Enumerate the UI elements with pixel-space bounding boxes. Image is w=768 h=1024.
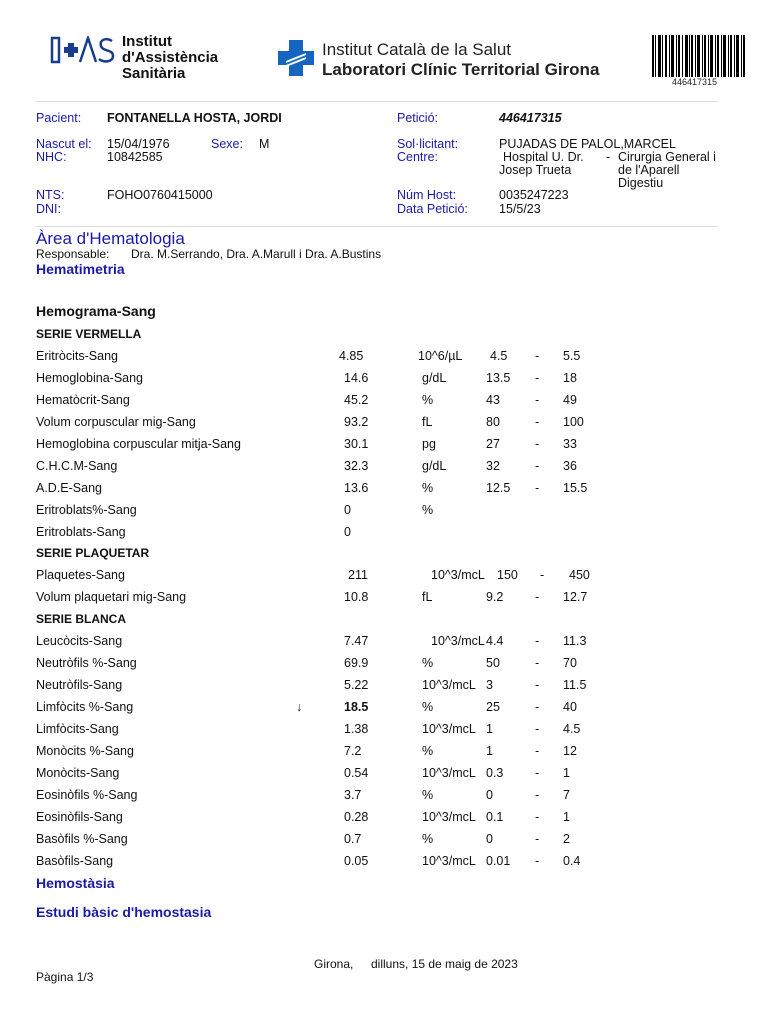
footer-date: dilluns, 15 de maig de 2023 (371, 957, 518, 971)
result-range-dash: - (535, 349, 540, 363)
divider (36, 101, 718, 102)
section-serie-vermella: SERIE VERMELLA (36, 327, 142, 341)
responsable-label: Responsable: (36, 247, 110, 261)
result-range-low: 25 (486, 700, 500, 714)
subarea-title: Hematimetria (36, 261, 125, 277)
result-name: Volum plaquetari mig-Sang (36, 590, 187, 604)
result-name: Eritroblats%-Sang (36, 503, 137, 517)
result-unit: % (422, 700, 434, 714)
result-unit: pg (422, 437, 436, 451)
result-name: Neutròfils %-Sang (36, 656, 137, 670)
result-range-high: 33 (563, 437, 577, 451)
barcode-icon (652, 35, 746, 77)
peticio-value: 446417315 (499, 111, 562, 125)
result-range-dash: - (535, 481, 540, 495)
result-range-low: 27 (486, 437, 500, 451)
result-name: Eosinòfils %-Sang (36, 788, 138, 802)
footer-city: Girona, (314, 957, 354, 971)
result-name: Hemoglobina-Sang (36, 371, 144, 385)
result-range-high: 2 (563, 832, 570, 846)
result-range-low: 1 (486, 722, 493, 736)
nts-label: NTS: (36, 188, 65, 202)
result-value: 69.9 (344, 656, 369, 670)
result-range-high: 49 (563, 393, 577, 407)
result-range-high: 100 (563, 415, 584, 429)
datapeticio-label: Data Petició: (397, 202, 468, 216)
barcode-number: 446417315 (672, 77, 718, 87)
result-range-low: 0 (486, 788, 493, 802)
result-range-dash: - (535, 656, 540, 670)
result-range-low: 1 (486, 744, 493, 758)
result-range-high: 12 (563, 744, 577, 758)
datapeticio-value: 15/5/23 (499, 202, 541, 216)
result-value: 18.5 (344, 700, 369, 714)
nascut-value: 15/04/1976 (107, 137, 170, 151)
sollicitant-value: PUJADAS DE PALOL,MARCEL (499, 137, 676, 151)
result-range-dash: - (535, 854, 540, 868)
result-unit: % (422, 393, 434, 407)
result-value: 7.2 (344, 744, 362, 758)
result-range-high: 450 (569, 568, 590, 582)
result-unit: % (422, 503, 434, 517)
result-name: Eritroblats-Sang (36, 525, 126, 539)
section-serie-plaquetar: SERIE PLAQUETAR (36, 546, 150, 560)
result-range-low: 3 (486, 678, 493, 692)
peticio-label: Petició: (397, 111, 438, 125)
lab-name: Laboratori Clínic Territorial Girona (322, 60, 600, 79)
result-range-high: 12.7 (563, 590, 588, 604)
result-name: Plaquetes-Sang (36, 568, 125, 582)
responsable-value: Dra. M.Serrando, Dra. A.Marull i Dra. A.Bustins (131, 247, 382, 261)
result-value: 211 (348, 568, 368, 582)
section-serie-blanca: SERIE BLANCA (36, 612, 127, 626)
centre-hospital-line-1: Hospital U. Dr. (503, 150, 584, 164)
result-value: 0 (344, 503, 351, 517)
result-range-low: 43 (486, 393, 500, 407)
sollicitant-label: Sol·licitant: (397, 137, 459, 151)
result-value: 0.28 (344, 810, 369, 824)
result-name: Limfòcits %-Sang (36, 700, 134, 714)
result-unit: g/dL (422, 371, 447, 385)
result-unit: 10^6/µL (418, 349, 463, 363)
dni-label: DNI: (36, 202, 61, 216)
result-unit: 10^3/mcL (422, 810, 476, 824)
result-name: Eosinòfils-Sang (36, 810, 123, 824)
result-range-high: 1 (563, 810, 570, 824)
result-range-dash: - (535, 437, 540, 451)
centre-service-line-2: de l'Aparell (618, 163, 680, 177)
ics-name: Institut Català de la Salut (322, 40, 512, 59)
result-range-low: 0.1 (486, 810, 504, 824)
result-value: 5.22 (344, 678, 369, 692)
result-unit: % (422, 656, 434, 670)
result-range-dash: - (535, 678, 540, 692)
numhost-value: 0035247223 (499, 188, 569, 202)
result-value: 0.7 (344, 832, 362, 846)
result-range-low: 12.5 (486, 481, 511, 495)
result-value: 0 (344, 525, 351, 539)
result-unit: fL (422, 415, 433, 429)
result-unit: 10^3/mcL (422, 722, 476, 736)
result-name: Basòfils-Sang (36, 854, 114, 868)
centre-service-line-3: Digestiu (618, 176, 664, 190)
result-range-low: 4.5 (490, 349, 508, 363)
result-range-low: 80 (486, 415, 500, 429)
result-name: Eritròcits-Sang (36, 349, 118, 363)
health-cross-icon (276, 38, 316, 78)
nhc-value: 10842585 (107, 150, 163, 164)
result-value: 0.54 (344, 766, 369, 780)
result-range-dash: - (540, 568, 545, 582)
result-range-high: 11.3 (563, 634, 587, 648)
result-name: Basòfils %-Sang (36, 832, 128, 846)
ias-name (122, 34, 218, 82)
sexe-label: Sexe: (211, 137, 243, 151)
result-value: 32.3 (344, 459, 369, 473)
result-name: Monòcits %-Sang (36, 744, 134, 758)
centre-dash: - (606, 150, 611, 164)
pacient-value: FONTANELLA HOSTA, JORDI (107, 111, 282, 125)
result-unit: 10^3/mcL (422, 766, 476, 780)
nts-value: FOHO0760415000 (107, 188, 213, 202)
result-unit: g/dL (422, 459, 447, 473)
divider (36, 226, 718, 227)
nhc-label: NHC: (36, 150, 67, 164)
result-range-low: 0.01 (486, 854, 511, 868)
result-range-dash: - (535, 744, 540, 758)
result-value: 45.2 (344, 393, 369, 407)
result-value: 93.2 (344, 415, 369, 429)
ias-name-line-2: d'Assistència (122, 49, 219, 66)
centre-hospital-line-2: Josep Trueta (499, 163, 572, 177)
result-range-high: 18 (563, 371, 577, 385)
result-range-low: 0.3 (486, 766, 504, 780)
result-range-low: 0 (486, 832, 493, 846)
result-name: C.H.C.M-Sang (36, 459, 118, 473)
result-range-dash: - (535, 832, 540, 846)
result-range-low: 4.4 (486, 634, 504, 648)
page-number: Pàgina 1/3 (36, 970, 94, 984)
result-name: A.D.E-Sang (36, 481, 103, 495)
result-value: 0.05 (344, 854, 369, 868)
result-range-dash: - (535, 371, 540, 385)
sexe-value: M (259, 137, 270, 151)
result-range-high: 40 (563, 700, 577, 714)
result-range-dash: - (535, 590, 540, 604)
result-range-dash: - (535, 700, 540, 714)
result-unit: 10^3/mcL (422, 678, 476, 692)
result-value: 10.8 (344, 590, 369, 604)
result-range-low: 13.5 (486, 371, 511, 385)
result-value: 1.38 (344, 722, 369, 736)
result-range-high: 5.5 (563, 349, 581, 363)
ias-logo-mark-icon (50, 36, 116, 64)
centre-label: Centre: (397, 150, 438, 164)
result-range-high: 70 (563, 656, 577, 670)
result-range-dash: - (535, 415, 540, 429)
result-name: Volum corpuscular mig-Sang (36, 415, 196, 429)
result-range-high: 7 (563, 788, 570, 802)
result-unit: 10^3/mcL (422, 854, 476, 868)
result-value: 3.7 (344, 788, 362, 802)
result-range-low: 150 (497, 568, 518, 582)
result-range-dash: - (535, 634, 540, 648)
result-name: Limfòcits-Sang (36, 722, 119, 736)
result-unit: 10^3/mcL (431, 634, 485, 648)
ias-name-line-1: Institut (122, 33, 172, 50)
result-range-low: 32 (486, 459, 500, 473)
result-range-dash: - (535, 393, 540, 407)
centre-service-line-1: Cirurgia General i (618, 150, 716, 164)
result-value: 4.85 (339, 349, 364, 363)
result-range-low: 50 (486, 656, 500, 670)
result-name: Hematòcrit-Sang (36, 393, 130, 407)
result-name: Hemoglobina corpuscular mitja-Sang (36, 437, 241, 451)
numhost-label: Núm Host: (397, 188, 457, 202)
result-range-dash: - (535, 788, 540, 802)
area-title: Àrea d'Hematologia (36, 229, 185, 248)
result-value: 30.1 (344, 437, 369, 451)
nascut-label: Nascut el: (36, 137, 92, 151)
result-value: 7.47 (344, 634, 369, 648)
result-range-low: 9.2 (486, 590, 504, 604)
result-range-dash: - (535, 810, 540, 824)
result-unit: fL (422, 590, 433, 604)
pacient-label: Pacient: (36, 111, 82, 125)
result-value: 14.6 (344, 371, 369, 385)
result-name: Neutròfils-Sang (36, 678, 123, 692)
result-range-high: 36 (563, 459, 577, 473)
result-range-high: 1 (563, 766, 570, 780)
result-unit: 10^3/mcL (431, 568, 485, 582)
ias-name-line-3: Sanitària (122, 65, 186, 82)
result-range-dash: - (535, 459, 540, 473)
result-range-high: 11.5 (563, 678, 587, 692)
result-name: Monòcits-Sang (36, 766, 120, 780)
result-range-high: 0.4 (563, 854, 581, 868)
result-range-high: 15.5 (563, 481, 588, 495)
hemostasia-subtitle: Estudi bàsic d'hemostasia (36, 904, 212, 920)
hemostasia-title: Hemostàsia (36, 875, 115, 891)
result-unit: % (422, 832, 434, 846)
result-range-high: 4.5 (563, 722, 581, 736)
result-range-dash: - (535, 722, 540, 736)
low-flag-arrow-icon: ↓ (296, 700, 303, 714)
result-range-dash: - (535, 766, 540, 780)
test-group-title: Hemograma-Sang (36, 303, 156, 319)
result-unit: % (422, 481, 434, 495)
result-unit: % (422, 788, 434, 802)
result-unit: % (422, 744, 434, 758)
result-value: 13.6 (344, 481, 369, 495)
result-name: Leucòcits-Sang (36, 634, 123, 648)
